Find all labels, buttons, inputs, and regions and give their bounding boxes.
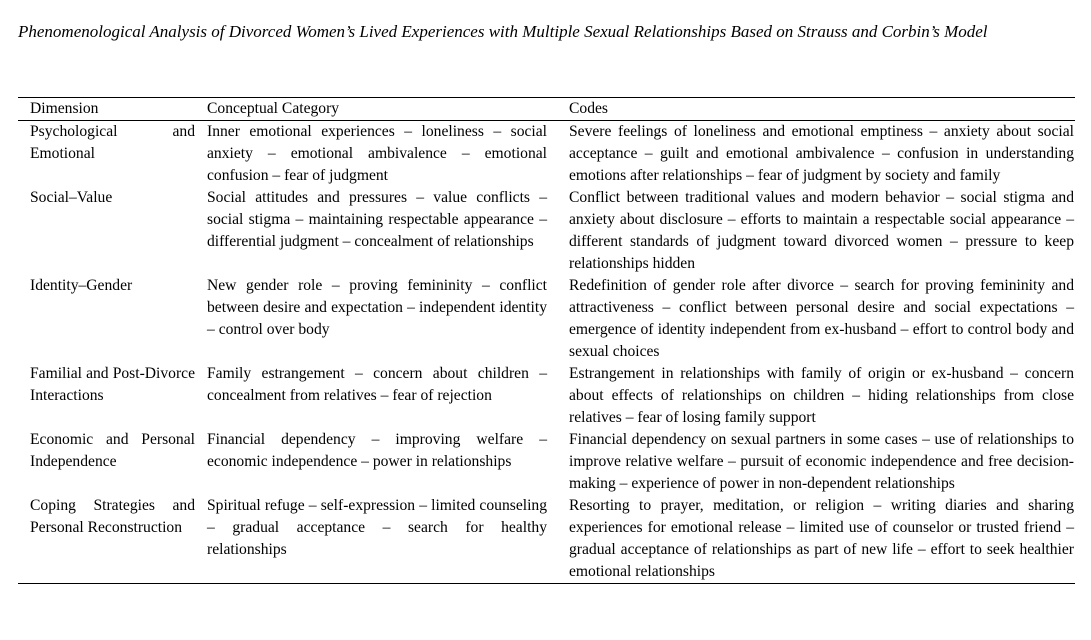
table-row — [18, 495, 1075, 584]
codes-cell: Estrangement in relationships with family of origin or ex-husband – concern about effects of relationships on children – hiding relationships from close relatives – fear of losing family support — [569, 365, 1074, 426]
codes-cell: Resorting to prayer, meditation, or religion – writing diaries and sharing experiences for emotional release – limited use of counselor or trusted friend – gradual acceptance of relationships as part of new life – effort to seek healthier emotional relationships — [569, 497, 1074, 580]
dimension-cell: Coping Strategies and Personal Reconstruction — [30, 497, 195, 536]
table-header — [18, 98, 1075, 121]
category-cell: Inner emotional experiences – loneliness – social anxiety – emotional ambivalence – emotional confusion – fear of judgment — [207, 123, 547, 184]
dimension-cell: Identity–Gender — [30, 277, 133, 294]
table-row — [18, 187, 1075, 275]
table-row — [18, 275, 1075, 363]
analysis-table — [18, 97, 1075, 584]
table-title: Phenomenological Analysis of Divorced Women’s Lived Experiences with Multiple Sexual Relationships Based on Strauss and Corbin’s Model — [18, 22, 988, 41]
header-dimension: Dimension — [30, 100, 99, 117]
header-codes: Codes — [569, 100, 608, 117]
dimension-cell: Social–Value — [30, 189, 113, 206]
header-conceptual-category: Conceptual Category — [207, 100, 340, 117]
dimension-cell: Psychological and Emotional — [30, 123, 195, 162]
dimension-cell: Familial and Post-Divorce Interactions — [30, 365, 195, 404]
category-cell: Social attitudes and pressures – value conflicts – social stigma – maintaining respectable appearance – differential judgment – concealment of relationships — [207, 189, 547, 250]
dimension-cell: Economic and Personal Independence — [30, 431, 195, 470]
category-cell: Spiritual refuge – self-expression – limited counseling – gradual acceptance – search for healthy relationships — [207, 497, 547, 558]
header-row — [18, 98, 1075, 121]
codes-cell: Severe feelings of loneliness and emotional emptiness – anxiety about social acceptance – guilt and emotional ambivalence – confusion in understanding emotions after relationships – fear of judgment by society and family — [569, 123, 1074, 184]
category-cell: Family estrangement – concern about children – concealment from relatives – fear of rejection — [207, 365, 547, 404]
table-row — [18, 363, 1075, 429]
category-cell: New gender role – proving femininity – conflict between desire and expectation – independent identity – control over body — [207, 277, 547, 338]
codes-cell: Redefinition of gender role after divorce – search for proving femininity and attractiveness – conflict between personal desire and social expectations – emergence of identity independent from ex-husband – effort to control body and sexual choices — [569, 277, 1074, 360]
table-row — [18, 429, 1075, 495]
codes-cell: Conflict between traditional values and modern behavior – social stigma and anxiety about disclosure – efforts to maintain a respectable social appearance – different standards of judgment toward divorced women – pressure to keep relationships hidden — [569, 189, 1074, 272]
table-body — [18, 121, 1075, 584]
codes-cell: Financial dependency on sexual partners in some cases – use of relationships to improve relative welfare – pursuit of economic independence and free decision-making – experience of power in non-dependent relationships — [569, 431, 1074, 492]
category-cell: Financial dependency – improving welfare – economic independence – power in relationships — [207, 431, 547, 470]
table-row — [18, 121, 1075, 188]
